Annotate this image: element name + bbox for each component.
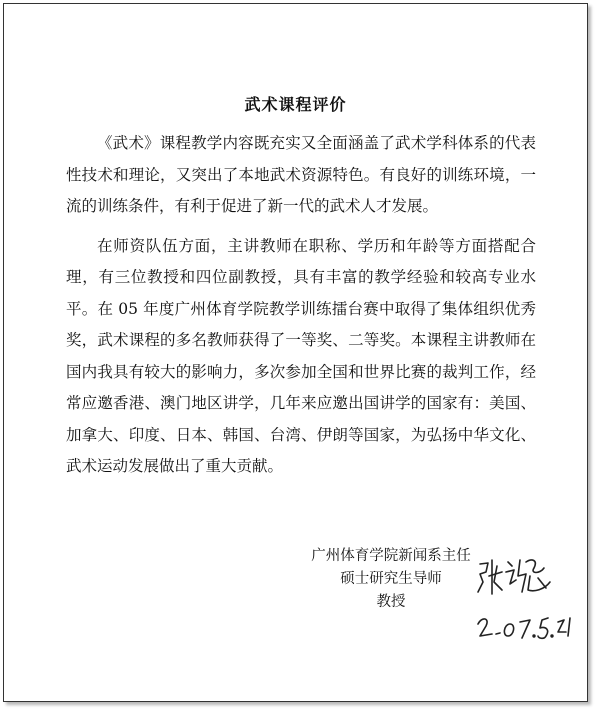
handwritten-date-signature <box>478 618 570 638</box>
document-body <box>66 128 536 483</box>
signatory-block <box>302 545 480 614</box>
paragraph-course-content: 《武术》课程教学内容既充实又全面涵盖了武术学科体系的代表性技术和理论，又突出了本地武术资源特色。有良好的训练环境，一流的训练条件，有利于促进了新一代的武术人才发展。 <box>66 134 536 215</box>
document-title: 武术课程评价 <box>244 95 347 114</box>
signatory-rank: 教授 <box>376 594 406 610</box>
signatory-supervisor: 硕士研究生导师 <box>340 571 442 587</box>
document-page <box>3 3 588 702</box>
handwritten-signature-image <box>474 552 574 647</box>
signatory-position: 广州体育学院新闻系主任 <box>311 548 471 564</box>
handwritten-name-signature <box>478 560 550 594</box>
paragraph-faculty: 在师资队伍方面，主讲教师在职称、学历和年龄等方面搭配合理，有三位教授和四位副教授，具有丰富的教学经验和较高专业水平。在 05 年度广州体育学院教学训练擂台赛中取得了集体组织优秀奖，武术课程的多名教师获得了一等奖、二等奖。本课程主讲教师在国内我具有较大的影响力，多次参加全国和世界比赛的裁判工作，经常应邀香港、澳门地区讲学，几年来应邀出国讲学的国家有：美国、加拿大、印度、日本、韩国、台湾、伊朗等国家，为弘扬中华文化、武术运动发展做出了重大贡献。 <box>66 236 536 475</box>
